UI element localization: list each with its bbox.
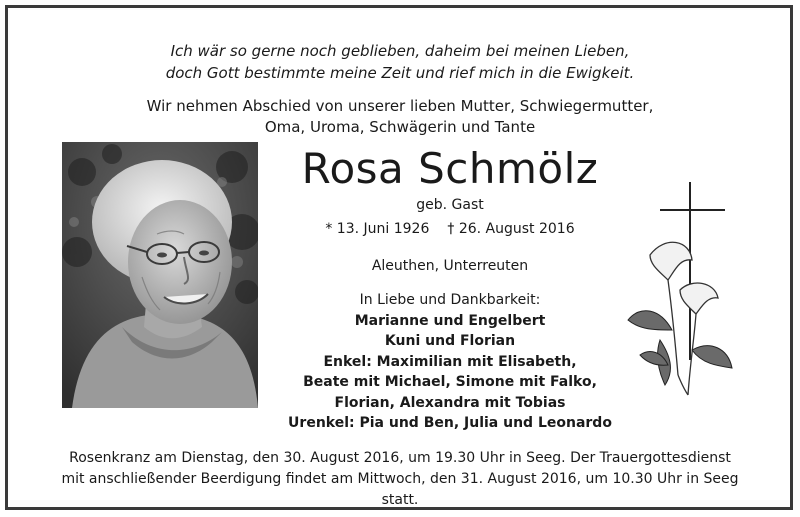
mourners-list	[270, 290, 630, 434]
service-line-1: Rosenkranz am Dienstag, den 30. August 2016, um 19.30 Uhr in Seeg. Der Trauergottesdienst	[69, 450, 731, 466]
mourner-line: Florian, Alexandra mit Tobias	[334, 394, 566, 411]
service-line-2: mit anschließender Beerdigung findet am Mittwoch, den 31. August 2016, um 10.30 Uhr in Seeg statt.	[61, 471, 739, 508]
maiden-name: geb. Gast	[416, 197, 484, 213]
life-dates	[270, 219, 630, 239]
mourner-line: Beate mit Michael, Simone mit Falko,	[303, 374, 597, 390]
death-date: † 26. August 2016	[447, 221, 575, 237]
memorial-poem	[50, 40, 750, 84]
mourner-line: Marianne und Engelbert	[354, 312, 546, 329]
birth-date: * 13. Juni 1926	[325, 221, 430, 237]
residence: Aleuthen, Unterreuten	[371, 258, 529, 274]
farewell-line-1: Wir nehmen Abschied von unserer lieben Mutter, Schwiegermutter,	[146, 97, 654, 115]
poem-line-2: doch Gott bestimmte meine Zeit und rief mich in die Ewigkeit.	[165, 64, 635, 82]
mourner-line: Urenkel: Pia und Ben, Julia und Leonardo	[288, 415, 612, 431]
mourner-line: Enkel: Maximilian mit Elisabeth,	[323, 353, 577, 370]
farewell-line-2: Oma, Uroma, Schwägerin und Tante	[264, 118, 536, 136]
deceased-name: Rosa Schmölz	[301, 144, 599, 193]
mourner-line: Kuni und Florian	[384, 333, 516, 349]
farewell-text	[50, 96, 750, 138]
portrait-photo	[62, 142, 258, 408]
poem-line-1: Ich wär so gerne noch geblieben, daheim bei meinen Lieben,	[170, 42, 630, 60]
mourners-intro: In Liebe und Dankbarkeit:	[359, 292, 541, 308]
service-info	[50, 448, 750, 511]
cross-lily-icon	[620, 180, 740, 410]
